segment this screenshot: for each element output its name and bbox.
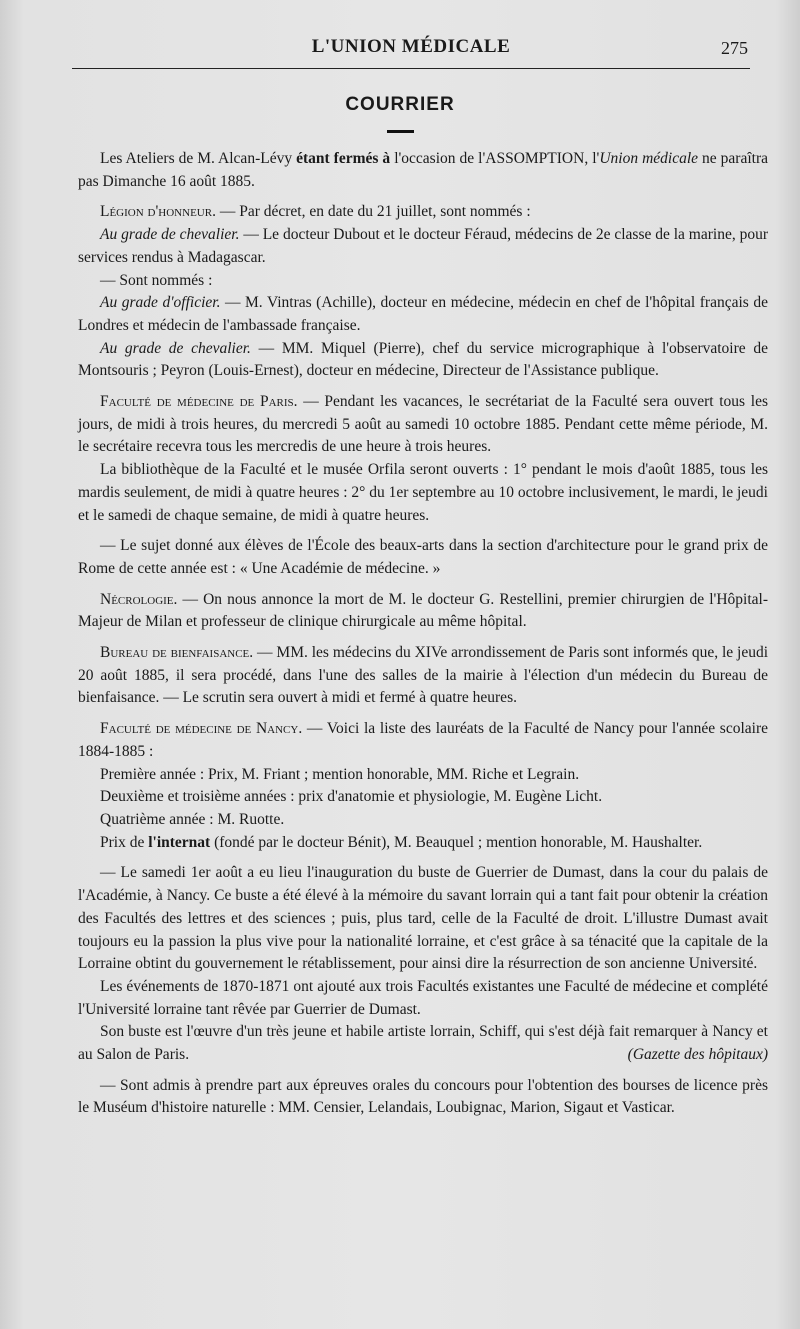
- chevalier-miquel: Au grade de chevalier. — MM. Miquel (Pierre), chef du service micrographique à l'observatoire de Montsouris ; Peyron (Louis-Ernest), docteur en médecine, Directeur de l'Assistance publique.: [78, 339, 768, 380]
- section-heading: Faculté de médecine de Nancy.: [100, 720, 303, 738]
- section-heading: Nécrologie.: [100, 590, 178, 608]
- section-title: COURRIER: [345, 94, 455, 115]
- notice-closure: Les Ateliers de M. Alcan-Lévy étant fermés à l'occasion de l'ASSOMPTION, l'Union médicale ne paraîtra pas Dimanche 16 août 1885.: [78, 150, 769, 190]
- sont-nommes: — Sont nommés :: [100, 271, 213, 289]
- legion-honneur-heading: Légion d'honneur. — Par décret, en date du 21 juillet, sont nommés :: [100, 203, 531, 221]
- page-number: 275: [721, 38, 748, 58]
- dumast-events: Les événements de 1870-1871 ont ajouté aux trois Facultés existantes une Faculté de médecine et complété l'Université lorraine tant rêvée par Guerrier de Dumast.: [78, 977, 768, 1018]
- page-header: [72, 36, 750, 66]
- bureau-bienfaisance: Bureau de bienfaisance. — MM. les médecins du XIVe arrondissement de Paris sont informés que, le jeudi 20 août 1885, il sera procédé, dans l'une des salles de la mairie à l'élection d'un médecin du Bureau de bienfaisance. — Le scrutin sera ouvert à midi et fermé à quatre heures.: [78, 644, 769, 707]
- museum-bourses: — Sont admis à prendre part aux épreuves orales du concours pour l'obtention des bourses de licence près le Muséum d'histoire naturelle : MM. Censier, Lelandais, Loubignac, Marion, Sigaut et Vasticar.: [78, 1076, 768, 1117]
- laureate-quatrieme-annee: Quatrième année : M. Ruotte.: [100, 810, 285, 828]
- faculte-nancy: Faculté de médecine de Nancy. — Voici la liste des lauréats de la Faculté de Nancy pour l'année scolaire 1884-1885 :: [78, 720, 768, 760]
- dumast-inauguration: — Le samedi 1er août a eu lieu l'inauguration du buste de Guerrier de Dumast, dans la cour du palais de l'Académie, à Nancy. Ce buste a été élevé à la mémoire du savant lorrain qui a tant fait pour obtenir la création des Facultés des lettres et des sciences ; puis, plus tard, celle de la Faculté de droit. L'illustre Dumast avait toujours eu la passion la plus vive pour la nationalité lorraine, et c'est grâce à sa ténacité que la capitale de la Lorraine obtint du gouvernement le rétablissement, pour ainsi dire la résurrection de son ancienne Université.: [78, 864, 768, 973]
- beaux-arts-subject: — Le sujet donné aux élèves de l'École des beaux-arts dans la section d'architecture pour le grand prix de Rome de cette année est : « Une Académie de médecine. »: [78, 537, 768, 577]
- section-heading: Légion d'honneur.: [100, 203, 216, 221]
- necrologie: Nécrologie. — On nous annonce la mort de M. le docteur G. Restellini, premier chirurgien de l'Hôpital-Majeur de Milan et professeur de clinique chirurgicale au même hôpital.: [78, 590, 768, 631]
- section-heading: Bureau de bienfaisance.: [100, 644, 254, 662]
- laureate-internat: Prix de l'internat (fondé par le docteur Bénit), M. Beauquel ; mention honorable, M. Haushalter.: [100, 833, 703, 851]
- title-divider: [387, 130, 414, 133]
- header-rule: [72, 68, 750, 69]
- laureate-premiere-annee: Première année : Prix, M. Friant ; mention honorable, MM. Riche et Legrain.: [100, 765, 580, 783]
- officier-vintras: Au grade d'officier. — M. Vintras (Achille), docteur en médecine, médecin en chef de l'hôpital français de Londres et médecin de l'ambassade française.: [78, 294, 768, 334]
- section-heading: Faculté de médecine de Paris.: [100, 393, 298, 411]
- journal-title: L'UNION MÉDICALE: [311, 36, 511, 57]
- laureate-deuxieme-annee: Deuxième et troisième années : prix d'anatomie et physiologie, M. Eugène Licht.: [100, 788, 603, 806]
- source-citation: (Gazette des hôpitaux): [627, 1046, 768, 1064]
- chevalier-marine: Au grade de chevalier. — Le docteur Dubout et le docteur Féraud, médecins de 2e classe de la marine, pour services rendus à Madagascar.: [78, 226, 768, 266]
- article-body: [78, 148, 768, 1120]
- bibliotheque-hours: La bibliothèque de la Faculté et le musée Orfila seront ouverts : 1° pendant le mois d'août 1885, tous les mardis seulement, de midi à quatre heures : 2° du 1er septembre au 10 octobre inclusivement, le mardi, le jeudi et le samedi de chaque semaine, de midi à quatre heures.: [78, 461, 768, 524]
- faculte-paris: Faculté de médecine de Paris. — Pendant les vacances, le secrétariat de la Faculté sera ouvert tous les jours, de midi à trois heures, du mercredi 5 août au samedi 10 octobre 1885. Pendant cette même période, M. le secrétaire recevra tous les mercredis de une heure à trois heures.: [78, 393, 768, 456]
- dumast-bust: Son buste est l'œuvre d'un très jeune et habile artiste lorrain, Schiff, qui s'est déjà fait remarquer à Nancy et au Salon de Paris. (Gazette des hôpitaux): [78, 1021, 768, 1066]
